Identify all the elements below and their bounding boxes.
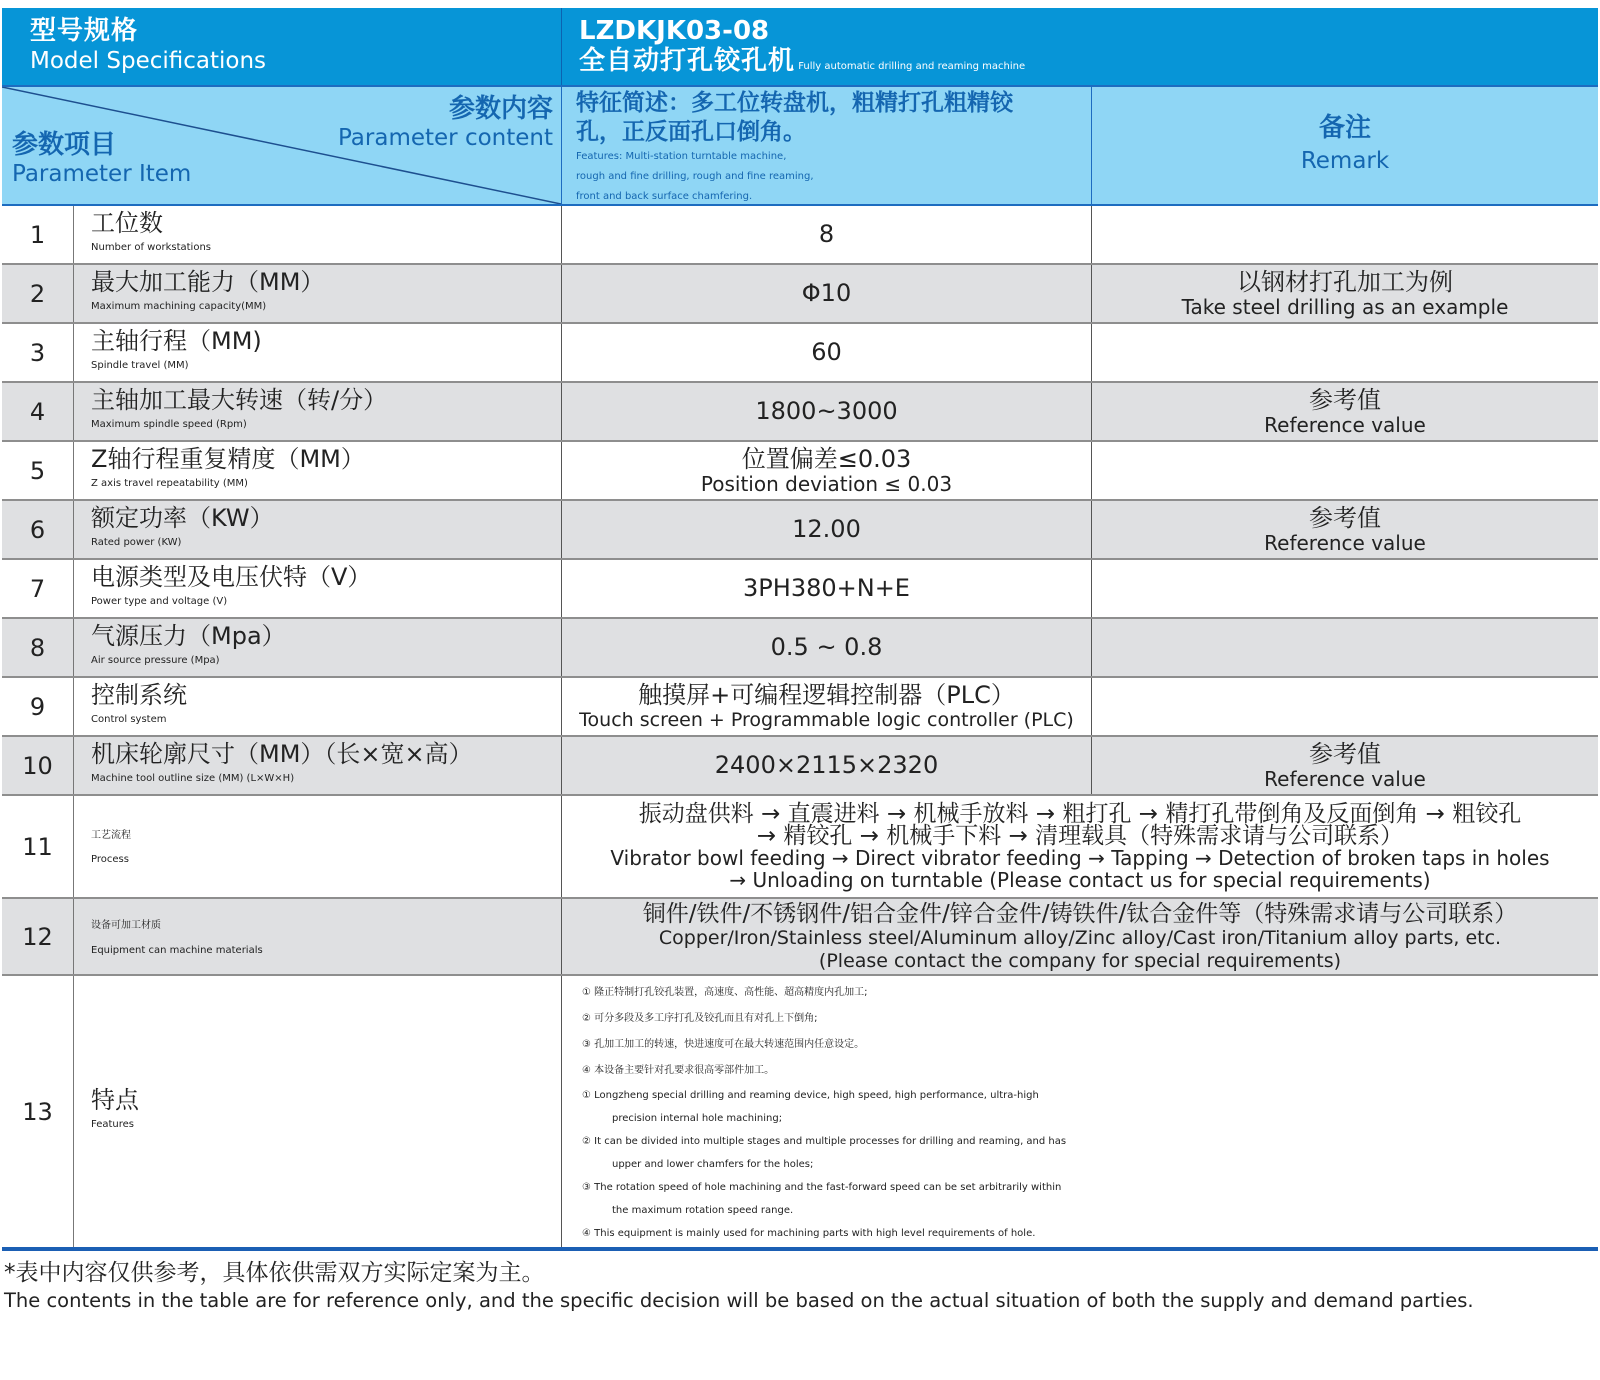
table-row <box>2 206 1598 265</box>
remark-cell <box>1092 324 1598 381</box>
feature-zh-item: ② 可分多段及多工序打孔及铰孔而且有对孔上下倒角; <box>582 1013 818 1024</box>
materials-en-line: (Please contact the company for special requirements) <box>818 949 1342 972</box>
header-left-en: Model Specifications <box>30 48 267 74</box>
row-number: 9 <box>2 678 74 735</box>
parameter-item-zh: 主轴加工最大转速（转/分） <box>91 386 388 414</box>
parameter-value <box>562 737 1092 794</box>
table-row <box>2 560 1598 619</box>
row-number: 6 <box>2 501 74 558</box>
parameter-item-zh: 设备可加工材质 <box>91 919 161 931</box>
table-row-materials <box>2 899 1598 976</box>
parameter-item-en: Maximum machining capacity(MM) <box>91 301 267 312</box>
header-model-title <box>562 8 1598 85</box>
parameter-value-main: 12.00 <box>792 515 861 543</box>
parameter-item <box>74 265 562 322</box>
parameter-item <box>74 324 562 381</box>
remark-en: Reference value <box>1264 531 1426 555</box>
feature-en-item: ③ The rotation speed of hole machining and the fast-forward speed can be set arbitrarily within <box>582 1182 1062 1193</box>
table-row <box>2 383 1598 442</box>
parameter-item-zh: 控制系统 <box>91 681 187 709</box>
parameter-value-en: Touch screen + Programmable logic controller (PLC) <box>579 709 1074 731</box>
row-number: 5 <box>2 442 74 499</box>
remark-cell <box>1092 678 1598 735</box>
parameter-item <box>74 976 562 1247</box>
materials-list <box>562 899 1598 974</box>
remark-header <box>1092 85 1598 206</box>
remark-cell <box>1092 442 1598 499</box>
parameter-value-main: 8 <box>818 220 835 248</box>
features-zh-line: 孔，正反面孔口倒角。 <box>576 119 806 145</box>
parameter-value-main: 1800~3000 <box>755 397 898 425</box>
parameter-content-en: Parameter content <box>337 125 553 151</box>
parameter-item-zh: 机床轮廓尺寸（MM）（长×宽×高） <box>91 740 473 768</box>
feature-en-item: ④ This equipment is mainly used for machining parts with high level requirements of hole. <box>582 1228 1036 1239</box>
parameter-item-en: Equipment can machine materials <box>91 944 263 956</box>
parameter-item-en: Control system <box>91 714 167 725</box>
remark-en: Take steel drilling as an example <box>1181 295 1509 319</box>
row-number: 8 <box>2 619 74 676</box>
parameter-item-zh: 气源压力（Mpa） <box>91 622 286 650</box>
row-number <box>2 899 74 974</box>
parameter-item-zh: 最大加工能力（MM） <box>91 268 325 296</box>
parameter-item <box>74 501 562 558</box>
remark-cell <box>1092 383 1598 440</box>
parameter-item <box>74 796 562 897</box>
feature-en-item: ① Longzheng special drilling and reaming device, high speed, high performance, ultra-high <box>582 1090 1039 1101</box>
feature-en-item: ② It can be divided into multiple stages and multiple processes for drilling and reaming, and has <box>582 1136 1067 1147</box>
features-zh-line: 特征简述：多工位转盘机，粗精打孔粗精铰 <box>576 90 1013 116</box>
row-number: 1 <box>2 206 74 263</box>
parameter-item-zh: 参数项目 <box>12 130 117 160</box>
row-number: 10 <box>2 737 74 794</box>
table-row <box>2 619 1598 678</box>
row-number <box>2 976 74 1247</box>
parameter-item <box>74 619 562 676</box>
parameter-value-main: 0.5 ~ 0.8 <box>770 633 883 661</box>
parameter-item-en: Parameter Item <box>12 161 192 187</box>
parameter-item-zh: 工艺流程 <box>91 830 131 841</box>
remark-zh: 备注 <box>1318 113 1371 143</box>
feature-zh-item: ③ 孔加工加工的转速，快进速度可在最大转速范围内任意设定。 <box>582 1039 865 1050</box>
parameter-item-en: Machine tool outline size (MM) (L×W×H) <box>91 773 295 784</box>
parameter-item-en: Process <box>91 854 129 865</box>
feature-en-item-continued: precision internal hole machining; <box>612 1113 783 1124</box>
parameter-item <box>74 899 562 974</box>
remark-zh: 参考值 <box>1309 740 1381 768</box>
footnote-en: The contents in the table are for reference only, and the specific decision will be based on the actual situation of both the supply and demand parties. <box>4 1289 1474 1312</box>
parameter-item-en: Spindle travel (MM) <box>91 360 189 371</box>
footnote-zh: *表中内容仅供参考，具体依供需双方实际定案为主。 <box>4 1260 545 1286</box>
parameter-item-en: Z axis travel repeatability (MM) <box>91 478 248 489</box>
process-en-line: → Unloading on turntable (Please contact us for special requirements) <box>729 867 1431 892</box>
parameter-item <box>74 206 562 263</box>
remark-zh: 参考值 <box>1309 504 1381 532</box>
parameter-item-label <box>12 129 191 187</box>
parameter-item-en: Number of workstations <box>91 242 211 253</box>
machine-title-en: Fully automatic drilling and reaming machine <box>798 61 1026 72</box>
parameter-value <box>562 501 1092 558</box>
row-number: 2 <box>2 265 74 322</box>
process-zh-line: 振动盘供料 → 直震进料 → 机械手放料 → 粗打孔 → 精打孔带倒角及反面倒角 → 粗铰孔 <box>638 800 1522 827</box>
parameter-item-zh: 额定功率（KW） <box>91 504 274 532</box>
row-number: 4 <box>2 383 74 440</box>
table-row <box>2 265 1598 324</box>
parameter-value <box>562 619 1092 676</box>
parameter-item <box>74 442 562 499</box>
process-en-line: Vibrator bowl feeding → Direct vibrator feeding → Tapping → Detection of broken taps in holes <box>610 845 1550 870</box>
table-row <box>2 324 1598 383</box>
parameter-item-en: Maximum spindle speed (Rpm) <box>91 419 247 430</box>
parameter-item-en: Air source pressure (Mpa) <box>91 655 220 666</box>
parameter-item-zh: 特点 <box>91 1086 139 1114</box>
feature-zh-item: ① 隆正特制打孔铰孔装置，高速度、高性能、超高精度内孔加工; <box>582 987 868 998</box>
remark-cell <box>1092 206 1598 263</box>
materials-en-line: Copper/Iron/Stainless steel/Aluminum alloy/Zinc alloy/Cast iron/Titanium alloy parts, etc. <box>658 926 1502 949</box>
parameter-value-main: 2400×2115×2320 <box>714 751 939 779</box>
features-en-line: rough and fine drilling, rough and fine reaming, <box>576 171 814 182</box>
parameter-value-main: 触摸屏+可编程逻辑控制器（PLC） <box>638 681 1015 709</box>
remark-cell <box>1092 619 1598 676</box>
parameter-item <box>74 678 562 735</box>
parameter-value-en: Position deviation ≤ 0.03 <box>700 472 953 496</box>
machine-title-zh: 全自动打孔铰孔机 <box>579 46 796 76</box>
remark-en: Reference value <box>1264 413 1426 437</box>
remark-cell <box>1092 501 1598 558</box>
parameter-item <box>74 737 562 794</box>
header-model-specifications <box>2 8 562 85</box>
parameter-item-en: Power type and voltage (V) <box>91 596 228 607</box>
table-row <box>2 737 1598 796</box>
parameter-value-main: 60 <box>811 338 842 366</box>
table-row <box>2 678 1598 737</box>
row-number-text: 11 <box>22 832 53 861</box>
remark-cell <box>1092 560 1598 617</box>
row-number-text: 12 <box>22 922 53 951</box>
feature-en-item-continued: the maximum rotation speed range. <box>612 1205 794 1216</box>
remark-zh: 以钢材打孔加工为例 <box>1237 268 1453 296</box>
parameter-value-main: 位置偏差≤0.03 <box>741 445 912 473</box>
remark-en: Reference value <box>1264 767 1426 791</box>
remark-cell <box>1092 265 1598 322</box>
parameter-value <box>562 324 1092 381</box>
parameter-value <box>562 383 1092 440</box>
parameter-value <box>562 442 1092 499</box>
features-en-line: Features: Multi-station turntable machine, <box>576 151 787 162</box>
row-number: 3 <box>2 324 74 381</box>
parameter-value-main: Φ10 <box>801 279 852 307</box>
parameter-content-zh: 参数内容 <box>448 94 553 124</box>
row-number: 7 <box>2 560 74 617</box>
table-row-process <box>2 796 1598 899</box>
parameter-item-zh: 工位数 <box>91 209 163 237</box>
remark-en: Remark <box>1300 148 1390 174</box>
parameter-item-zh: 主轴行程（MM) <box>91 327 262 355</box>
process-flow <box>562 796 1598 897</box>
parameter-item <box>74 560 562 617</box>
parameter-value <box>562 265 1092 322</box>
feature-zh-item: ④ 本设备主要针对孔要求很高零部件加工。 <box>582 1065 775 1076</box>
parameter-item-zh: Z轴行程重复精度（MM） <box>91 445 365 473</box>
process-zh-line: → 精铰孔 → 机械手下料 → 清理载具（特殊需求请与公司联系） <box>756 822 1404 849</box>
parameter-item-zh: 电源类型及电压伏特（V） <box>91 563 372 591</box>
parameter-content-label <box>338 93 553 151</box>
parameter-item <box>74 383 562 440</box>
header-left-zh: 型号规格 <box>30 16 139 46</box>
features-en-line: front and back surface chamfering. <box>576 191 753 202</box>
machine-title <box>579 46 1598 82</box>
model-number: LZDKJK03-08 <box>579 16 770 46</box>
table-bottom-rule <box>2 1247 1598 1251</box>
feature-en-item-continued: upper and lower chamfers for the holes; <box>612 1159 814 1170</box>
parameter-value <box>562 560 1092 617</box>
remark-zh: 参考值 <box>1309 386 1381 414</box>
row-number-text: 13 <box>22 1097 53 1126</box>
materials-zh: 铜件/铁件/不锈钢件/铝合金件/锌合金件/铸铁件/钛合金件等（特殊需求请与公司联系） <box>642 900 1518 927</box>
features-list <box>562 976 1598 1247</box>
parameter-value <box>562 206 1092 263</box>
table-row <box>2 442 1598 501</box>
features-summary <box>562 85 1092 206</box>
parameter-value-main: 3PH380+N+E <box>743 574 910 602</box>
parameter-item-en: Rated power (KW) <box>91 537 182 548</box>
table-row-features <box>2 976 1598 1247</box>
parameter-item-en: Features <box>91 1119 134 1130</box>
row-number <box>2 796 74 897</box>
table-row <box>2 501 1598 560</box>
parameter-diagonal-header <box>2 85 562 206</box>
remark-cell <box>1092 737 1598 794</box>
parameter-value <box>562 678 1092 735</box>
